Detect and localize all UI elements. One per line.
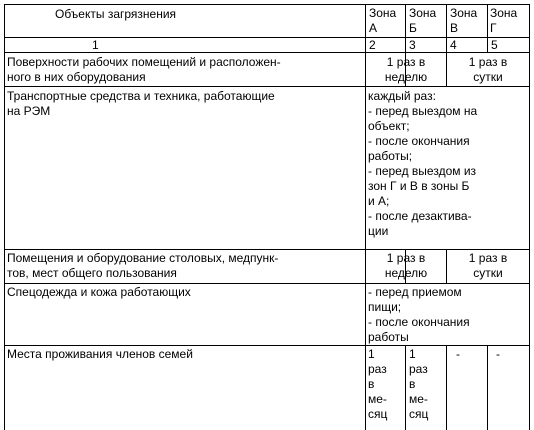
frequency-all-zones: каждый раз: - перед выездом на объект; - после окончания работы; - перед выездом из зон Г и В в зоны Б и А; - после дезактива- ции xyxy=(368,89,478,238)
row-divider xyxy=(4,283,530,284)
frequency-zone-g: - xyxy=(496,347,500,361)
column-number: 3 xyxy=(409,38,416,52)
column-divider xyxy=(446,345,447,430)
frequency-zones-v-g: 1 раз в сутки xyxy=(468,251,508,280)
column-number: 1 xyxy=(92,38,99,52)
column-divider xyxy=(487,4,488,53)
column-number: 5 xyxy=(491,38,498,52)
row-object: Места проживания членов семей xyxy=(7,347,193,361)
row-object: Транспортные средства и техника, работающие на РЭМ xyxy=(7,89,275,118)
frequency-all-zones: - перед приемом пищи; - после окончания работы xyxy=(368,285,470,344)
frequency-zones-a-b: 1 раз в неделю xyxy=(384,55,428,84)
row-divider xyxy=(4,249,530,250)
frequency-zone-b: 1 раз в ме- сяц xyxy=(409,347,429,421)
column-divider xyxy=(4,4,5,430)
row-object: Поверхности рабочих помещений и расположен- ного в них оборудования xyxy=(7,55,281,84)
row-divider xyxy=(4,4,530,5)
header-zone-g: Зона Г xyxy=(490,6,518,35)
row-object: Помещения и оборудование столовых, медпунк- тов, мест общего пользования xyxy=(7,251,279,280)
header-objects: Объекты загрязнения xyxy=(55,7,177,21)
header-zone-v: Зона В xyxy=(450,6,478,35)
column-divider xyxy=(487,345,488,430)
header-zone-a: Зона А xyxy=(369,6,397,35)
column-divider xyxy=(405,345,406,430)
row-divider xyxy=(4,86,530,87)
frequency-zones-v-g: 1 раз в сутки xyxy=(468,55,508,84)
column-number: 4 xyxy=(450,38,457,52)
row-object: Спецодежда и кожа работающих xyxy=(7,285,191,299)
row-divider xyxy=(4,345,530,346)
header-zone-b: Зона Б xyxy=(409,6,437,35)
frequency-zone-v: - xyxy=(456,347,460,361)
column-divider xyxy=(529,4,530,430)
column-number: 2 xyxy=(369,38,376,52)
frequency-zone-a: 1 раз в ме- сяц xyxy=(368,347,388,421)
frequency-zones-a-b: 1 раз в неделю xyxy=(384,251,428,280)
